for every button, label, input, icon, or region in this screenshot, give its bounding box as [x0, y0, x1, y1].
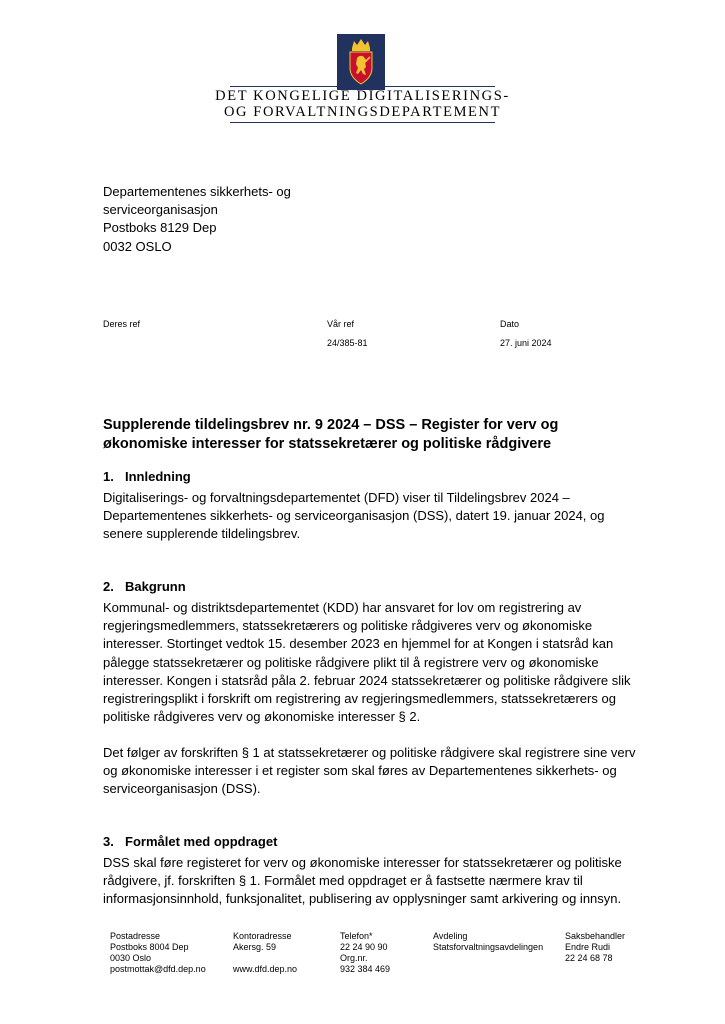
footer-line: 22 24 68 78 — [565, 953, 613, 963]
recipient-line: Postboks 8129 Dep — [103, 220, 217, 236]
header-rule-top — [230, 86, 495, 87]
department-name-line-1: DET KONGELIGE DIGITALISERINGS- — [215, 88, 510, 104]
dato-label: Dato — [500, 319, 520, 329]
paragraph-line: Det følger av forskriften § 1 at statssekretærer og politiske rådgivere skal registrere sine verv — [103, 745, 636, 760]
section-heading — [103, 469, 191, 484]
paragraph — [103, 854, 663, 909]
paragraph-line: regjeringsmedlemmers, statssekretærers og politiske rådgiveres verv og økonomiske — [103, 618, 593, 634]
paragraph-line: politiske rådgiveres verv og økonomiske interesser § 2. — [103, 709, 421, 725]
footer-line — [233, 953, 297, 964]
footer-telefon — [340, 931, 390, 975]
letter-title — [103, 416, 663, 454]
paragraph-line: Departementenes sikkerhets- og serviceorganisasjon (DSS), datert 19. januar 2024, og — [103, 508, 605, 524]
paragraph — [103, 744, 663, 799]
footer-avdeling — [433, 931, 543, 953]
recipient-line: 0032 OSLO — [103, 238, 172, 254]
dato-value: 27. juni 2024 — [500, 338, 552, 348]
department-name — [0, 88, 725, 120]
section-title: Innledning — [125, 469, 191, 484]
footer-org-number: 932 384 469 — [340, 964, 391, 974]
footer-line: Avdeling — [433, 931, 468, 941]
var-ref-label: Vår ref — [327, 319, 355, 329]
paragraph-line: interesser. Stortinget vedtok 15. desember 2023 en hjemmel for at Kongen i statsråd kan — [103, 636, 614, 652]
paragraph-line: senere supplerende tildelingsbrev. — [103, 526, 301, 542]
section-number: 2. — [103, 579, 114, 594]
footer-line: Postboks 8004 Dep — [110, 942, 189, 952]
var-ref-value: 24/385-81 — [327, 338, 368, 348]
footer-postadresse — [110, 931, 206, 975]
footer-line: 0030 Oslo — [110, 953, 152, 963]
paragraph-line: Digitaliserings- og forvaltningsdepartementet (DFD) viser til Tildelingsbrev 2024 – — [103, 490, 570, 505]
footer-line: Postadresse — [110, 931, 161, 941]
paragraph — [103, 489, 663, 544]
paragraph-line: rådgivere, jf. forskriften § 1. Formålet med oppdraget er å fastsette nærmere krav til — [103, 873, 583, 889]
section-number: 1. — [103, 469, 114, 484]
paragraph-line: registreringsplikt i forskrift om registrering av regjeringsmedlemmers, statssekretærers og — [103, 691, 616, 707]
coat-of-arms-icon — [337, 34, 385, 90]
section-number: 3. — [103, 834, 114, 849]
section-title: Bakgrunn — [125, 579, 186, 594]
paragraph-line: serviceorganisasjon (DSS). — [103, 781, 261, 797]
footer-website-link[interactable]: www.dfd.dep.no — [233, 964, 298, 974]
section-title: Formålet med oppdraget — [125, 834, 278, 849]
paragraph-line: Kommunal- og distriktsdepartementet (KDD) har ansvaret for lov om registrering av — [103, 600, 582, 615]
paragraph-line: pålegge statssekretærer og politiske rådgivere plikt til å registrere verv og økonomiske — [103, 654, 599, 670]
paragraph-line: interesser. Kongen i statsråd påla 2. februar 2024 statssekretærer og politiske rådgivere slik — [103, 672, 631, 688]
department-name-line-2: OG FORVALTNINGSDEPARTEMENT — [223, 104, 502, 120]
recipient-line: Departementenes sikkerhets- og — [103, 184, 291, 199]
footer-line: Endre Rudi — [565, 942, 611, 952]
footer-kontoradresse — [233, 931, 297, 975]
deres-ref-label: Deres ref — [103, 319, 141, 329]
footer-line: Statsforvaltningsavdelingen — [433, 942, 544, 952]
title-line: økonomiske interesser for statssekretærer og politiske rådgivere — [103, 436, 552, 452]
letterhead — [0, 30, 725, 125]
paragraph-line: informasjonsinnhold, funksjonalitet, publisering av opplysninger samt arkivering og innsyn. — [103, 891, 622, 907]
footer-email[interactable]: postmottak@dfd.dep.no — [110, 964, 206, 974]
recipient-line: serviceorganisasjon — [103, 202, 218, 218]
paragraph-line: DSS skal føre registeret for verv og økonomiske interesser for statssekretærer og politiske — [103, 855, 622, 870]
footer-line: Kontoradresse — [233, 931, 292, 941]
footer-line: Saksbehandler — [565, 931, 626, 941]
section-heading — [103, 579, 186, 594]
footer-line: Akersg. 59 — [233, 942, 277, 952]
footer-saksbehandler — [565, 931, 625, 964]
footer-line: Org.nr. — [340, 953, 368, 963]
paragraph-line: og økonomiske interesser i et register som skal føres av Departementenes sikkerhets- og — [103, 763, 617, 779]
paragraph — [103, 599, 663, 726]
footer-phone: 22 24 90 90 — [340, 942, 388, 952]
recipient-address — [103, 183, 291, 256]
title-line: Supplerende tildelingsbrev nr. 9 2024 – DSS – Register for verv og — [103, 417, 559, 433]
section-heading — [103, 834, 277, 849]
footer-line: Telefon* — [340, 931, 373, 941]
header-rule-bottom — [230, 122, 495, 123]
